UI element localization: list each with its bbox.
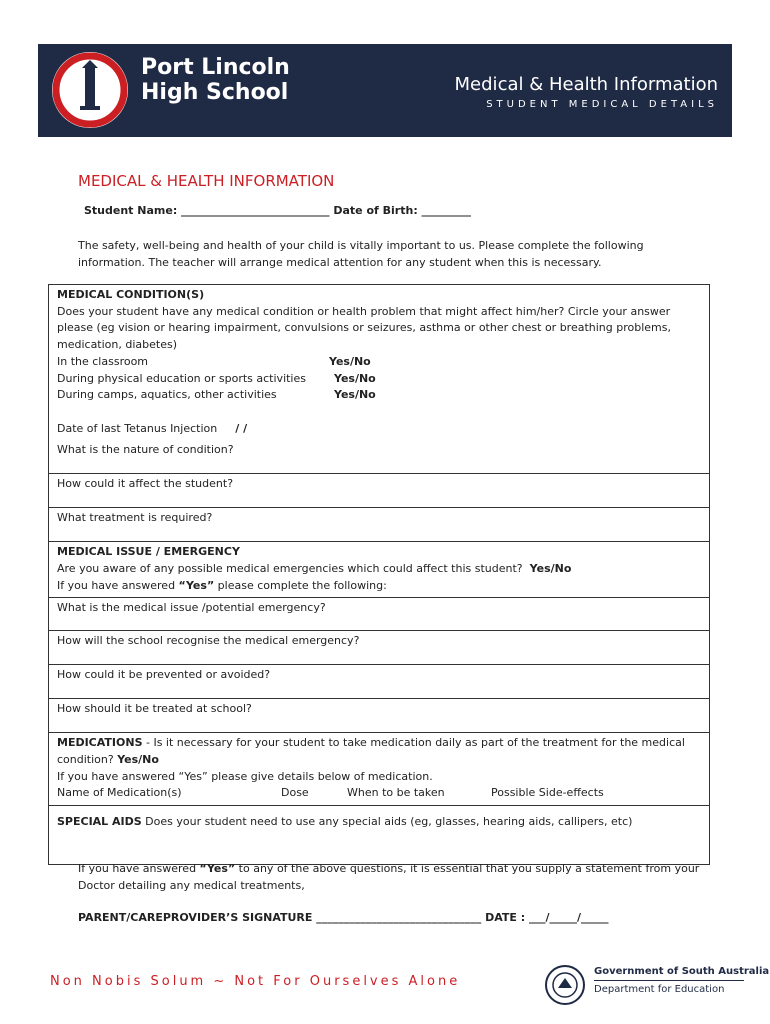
medications-columns [57, 785, 701, 802]
nature-question[interactable]: What is the nature of condition? [49, 440, 709, 474]
special-aids-section[interactable]: SPECIAL AIDS Does your student need to use any special aids (eg, glasses, hearing aids, callipers, etc) [57, 815, 633, 829]
emergency-if-yes: If you have answered “Yes” please complete the following: [57, 578, 387, 592]
classroom-yes-no[interactable]: Yes/No [329, 354, 371, 368]
student-name-dob-line: Student Name: ___________________________ Date of Birth: _________ [84, 204, 472, 217]
camps-yes-no[interactable]: Yes/No [334, 388, 376, 402]
page-header [38, 44, 732, 137]
signature-line[interactable]: PARENT/CAREPROVIDER’S SIGNATURE ______________________________ DATE : ___/_____/_____ [78, 911, 609, 924]
closing-paragraph: If you have answered “Yes” to any of the above questions, it is essential that you supply a statement from your Doctor detailing any medical treatments, [78, 862, 700, 892]
physical-ed-label: During physical education or sports activities [57, 371, 306, 385]
affect-question[interactable]: How could it affect the student? [49, 474, 709, 508]
col-side-effects: Possible Side-effects [491, 786, 604, 800]
emergency-yes-no[interactable]: Yes/No [529, 561, 572, 575]
recognise-question[interactable]: How will the school recognise the medical emergency? [49, 631, 709, 665]
school-name: Port Lincoln High School [141, 55, 290, 105]
col-name: Name of Medication(s) [57, 786, 182, 800]
school-motto: Non Nobis Solum ~ Not For Ourselves Alone [50, 974, 461, 989]
prevent-question[interactable]: How could it be prevented or avoided? [49, 665, 709, 699]
form-title: MEDICAL & HEALTH INFORMATION [78, 172, 335, 190]
emergency-section [49, 542, 709, 597]
treatment-question[interactable]: What treatment is required? [49, 508, 709, 542]
gov-line2: Department for Education [594, 984, 725, 995]
emergency-question: Are you aware of any possible medical emergencies which could affect this student? Yes/No [57, 561, 572, 575]
intro-paragraph: The safety, well-being and health of your child is vitally important to us. Please complete the following information. The teacher will arrange medical attention for any student when this is necessary. [78, 239, 644, 269]
medications-yes-no[interactable]: Yes/No [117, 753, 159, 767]
col-when: When to be taken [347, 786, 445, 800]
government-branding [594, 966, 769, 995]
col-dose: Dose [281, 786, 309, 800]
medications-question: MEDICATIONS - Is it necessary for your student to take medication daily as part of the treatment for the medical condition? Yes/No [57, 736, 685, 767]
school-crest-icon [50, 50, 130, 130]
medications-if-yes: If you have answered “Yes” please give details below of medication. [57, 769, 433, 783]
document-title: Medical & Health Information [454, 74, 718, 95]
tetanus-line[interactable]: Date of last Tetanus Injection / / [57, 421, 248, 435]
issue-question[interactable]: What is the medical issue /potential emergency? [49, 597, 709, 631]
document-subtitle: STUDENT MEDICAL DETAILS [486, 99, 718, 110]
emergency-heading: MEDICAL ISSUE / EMERGENCY [57, 545, 240, 559]
physical-ed-yes-no[interactable]: Yes/No [334, 371, 376, 385]
conditions-section [49, 285, 709, 440]
treat-question[interactable]: How should it be treated at school? [49, 699, 709, 733]
medical-form-table [48, 284, 710, 865]
classroom-label: In the classroom [57, 354, 149, 368]
government-crest-icon [544, 964, 586, 1006]
medications-section [49, 733, 709, 806]
conditions-heading: MEDICAL CONDITION(S) [57, 288, 205, 301]
camps-label: During camps, aquatics, other activities [57, 388, 277, 402]
gov-line1: Government of South Australia [594, 966, 770, 977]
conditions-question: Does your student have any medical condition or health problem that might affect him/her? Circle your answer please (eg vision or hearing impairment, convulsions or seizures, asthma or other chest or breathing problems, medication, diabetes) [57, 304, 671, 352]
